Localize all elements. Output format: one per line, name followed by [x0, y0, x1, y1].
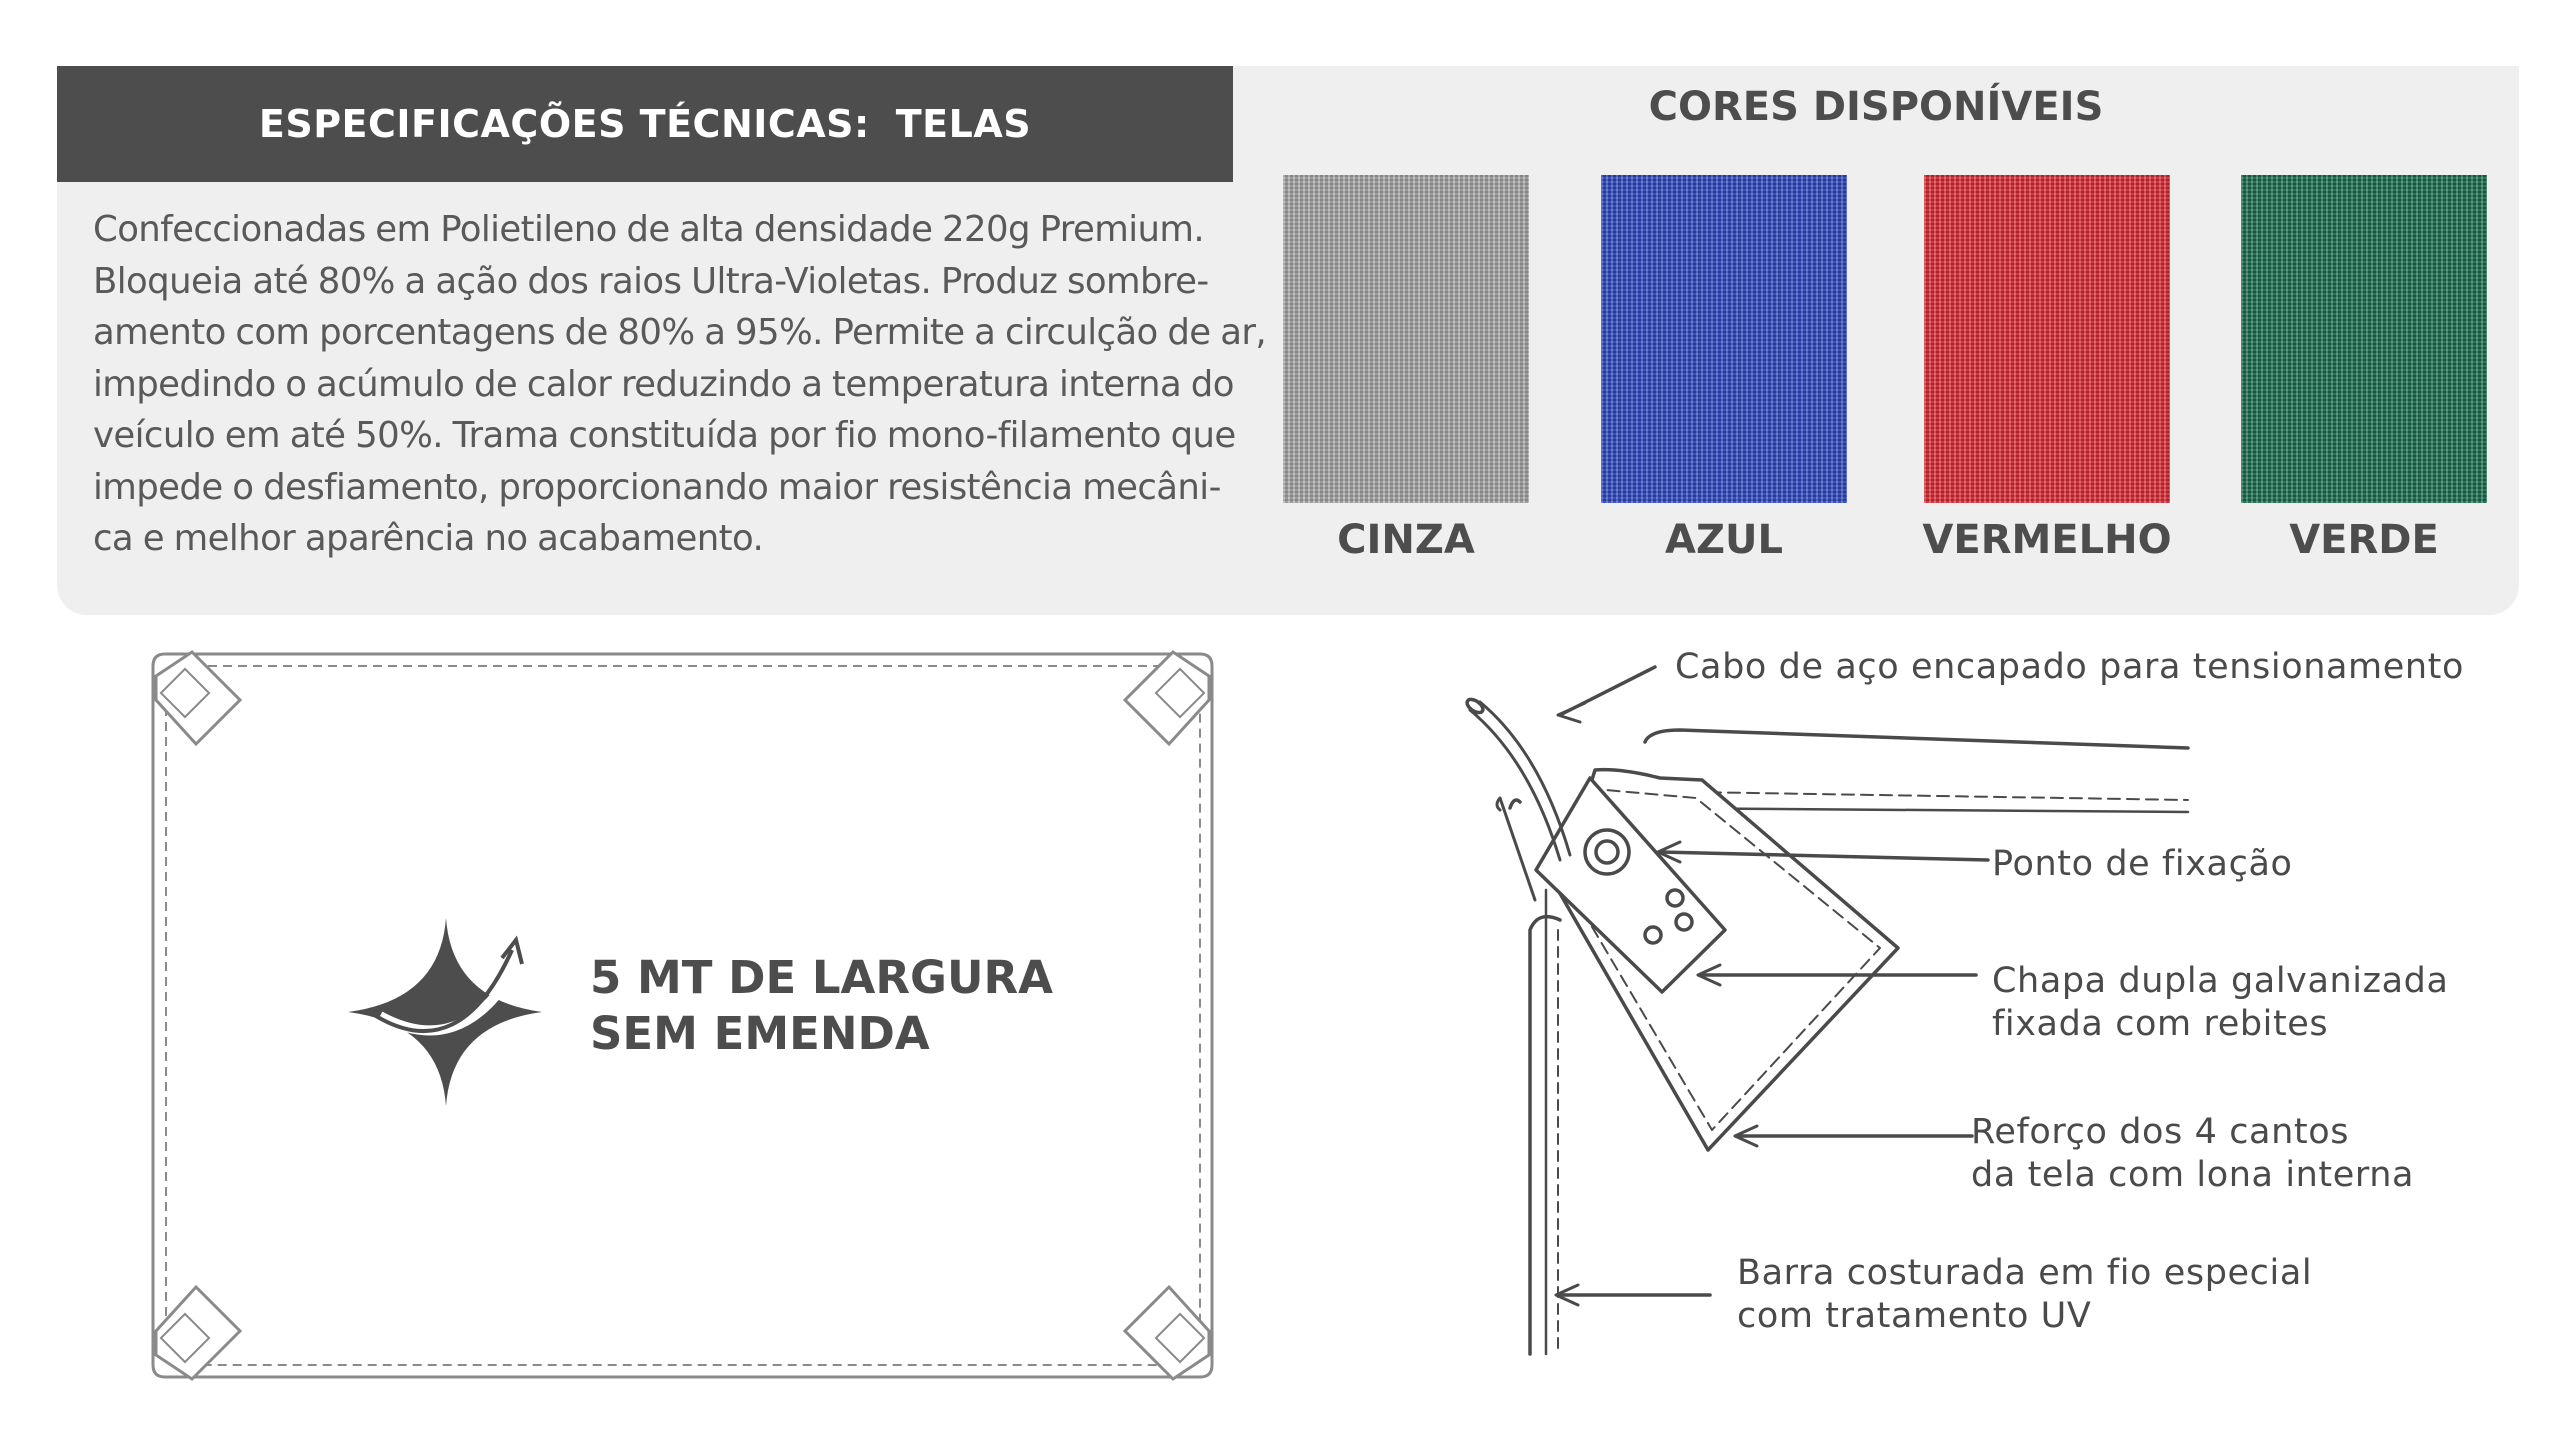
spec-line: Bloqueia até 80% a ação dos raios Ultra-Violetas. Produz sombre- — [93, 260, 1209, 302]
spec-line: amento com porcentagens de 80% a 95%. Permite a circulção de ar, — [93, 312, 1267, 353]
callout-steel-cable — [1675, 646, 2464, 689]
swatch-label-cinza: CINZA — [1337, 517, 1475, 563]
tarp-caption-line1: 5 MT DE LARGURA — [590, 951, 1053, 1004]
callout-line: Ponto de fixação — [1992, 844, 2293, 884]
swatch-azul — [1601, 175, 1847, 503]
callout-galvanized-plate — [1992, 960, 2449, 1046]
callout-line: com tratamento UV — [1737, 1296, 2092, 1336]
callout-line: Cabo de aço encapado para tensionamento — [1675, 647, 2464, 687]
tarp-caption — [590, 950, 1053, 1062]
callout-line: fixada com rebites — [1992, 1004, 2329, 1044]
spec-line: ca e melhor aparência no acabamento. — [93, 518, 764, 559]
spec-title-prefix: ESPECIFICAÇÕES TÉCNICAS: — [258, 102, 870, 146]
callout-fixing-point — [1992, 843, 2293, 886]
swatch-label-azul: AZUL — [1665, 517, 1783, 563]
spec-line: veículo em até 50%. Trama constituída por fio mono-filamento que — [93, 415, 1236, 456]
swatch-cinza — [1283, 175, 1529, 503]
swatch-label-vermelho: VERMELHO — [1922, 517, 2172, 563]
spec-line: impede o desfiamento, proporcionando maior resistência mecâni- — [93, 466, 1221, 508]
fixing-point — [1585, 830, 1629, 874]
colors-title: CORES DISPONÍVEIS — [1648, 84, 2104, 130]
spec-line: impedindo o acúmulo de calor reduzindo a temperatura interna do — [93, 363, 1234, 405]
spec-title-suffix: TELAS — [895, 102, 1032, 146]
spec-description — [93, 204, 1267, 565]
swatch-vermelho — [1924, 175, 2170, 503]
swatch-verde — [2241, 175, 2487, 503]
swatch-label-verde: VERDE — [2289, 517, 2439, 563]
tarp-top-edge — [1645, 730, 2188, 748]
callout-line: Barra costurada em fio especial — [1737, 1253, 2313, 1293]
spec-line: Confeccionadas em Polietileno de alta densidade 220g Premium. — [93, 209, 1205, 250]
callout-line: da tela com lona interna — [1971, 1155, 2415, 1195]
tarp-caption-line2: SEM EMENDA — [590, 1007, 930, 1060]
callout-reinforcement — [1971, 1111, 2414, 1197]
callout-sewn-hem — [1737, 1252, 2312, 1338]
callout-line: Chapa dupla galvanizada — [1992, 961, 2449, 1001]
spec-header — [57, 66, 1233, 182]
callout-line: Reforço dos 4 cantos — [1971, 1112, 2350, 1152]
